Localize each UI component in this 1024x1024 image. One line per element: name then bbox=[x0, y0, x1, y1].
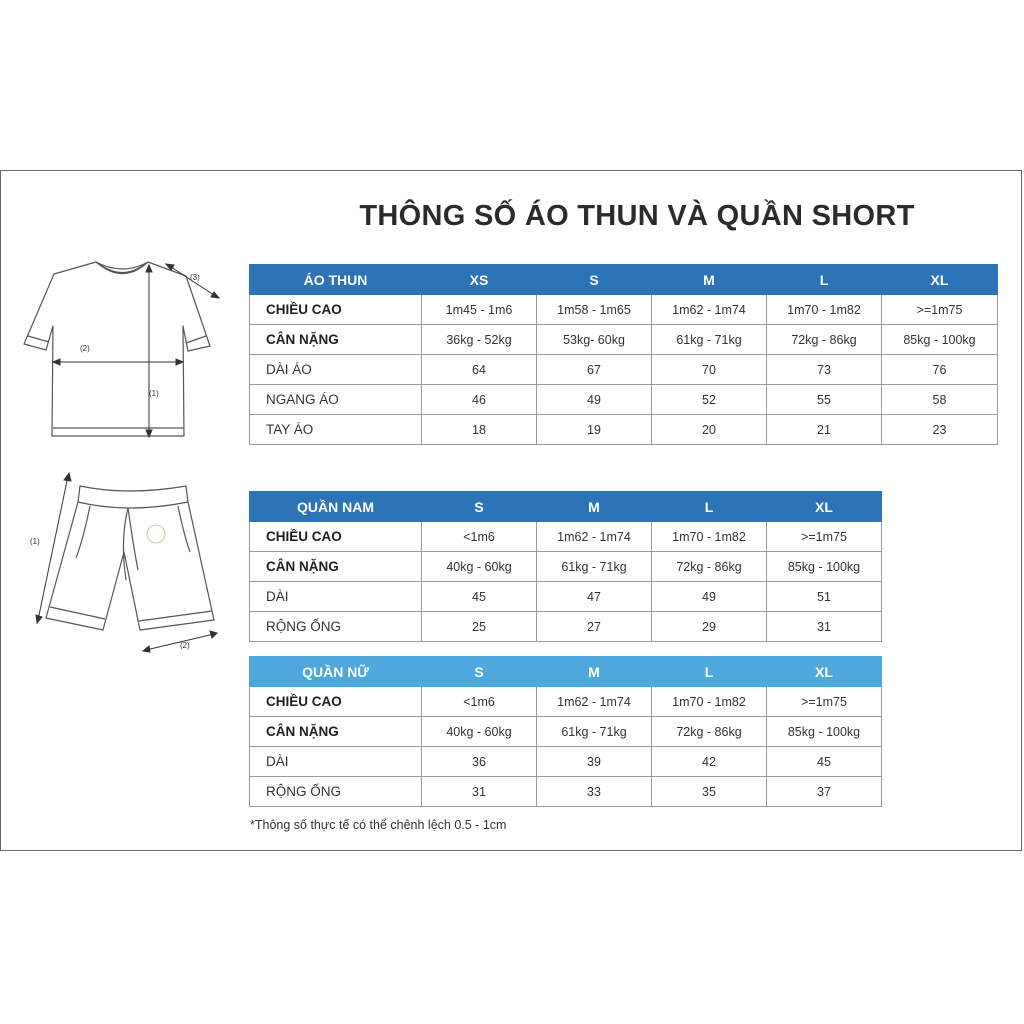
table-cell: 1m45 - 1m6 bbox=[422, 295, 537, 325]
table-cell: 61kg - 71kg bbox=[537, 552, 652, 582]
table-cell: <1m6 bbox=[422, 687, 537, 717]
table-cell: 46 bbox=[422, 385, 537, 415]
table-cell: 1m62 - 1m74 bbox=[537, 687, 652, 717]
table-cell: 55 bbox=[767, 385, 882, 415]
table-cell: 37 bbox=[767, 777, 882, 807]
table-cell: 1m70 - 1m82 bbox=[652, 522, 767, 552]
table-cell: 45 bbox=[422, 582, 537, 612]
row-label: DÀI ÁO bbox=[250, 355, 422, 385]
table-cell: 76 bbox=[882, 355, 998, 385]
row-label: DÀI bbox=[250, 582, 422, 612]
table-row bbox=[250, 385, 998, 415]
table-cell: 58 bbox=[882, 385, 998, 415]
table-cell: <1m6 bbox=[422, 522, 537, 552]
table-cell: 47 bbox=[537, 582, 652, 612]
row-label: CÂN NẶNG bbox=[250, 552, 422, 582]
row-label: CÂN NẶNG bbox=[250, 717, 422, 747]
table-cell: 39 bbox=[537, 747, 652, 777]
table-row bbox=[250, 415, 998, 445]
table-cell: 61kg - 71kg bbox=[652, 325, 767, 355]
table-row bbox=[250, 552, 882, 582]
size-column-header: L bbox=[767, 265, 882, 295]
table-header-row bbox=[250, 492, 882, 522]
table-cell: 21 bbox=[767, 415, 882, 445]
table-cell: 72kg - 86kg bbox=[652, 552, 767, 582]
row-label: DÀI bbox=[250, 747, 422, 777]
table-title-cell: QUẦN NỮ bbox=[250, 657, 422, 687]
table-cell: 1m70 - 1m82 bbox=[767, 295, 882, 325]
size-column-header: XL bbox=[767, 492, 882, 522]
shorts-label-2: (2) bbox=[180, 641, 190, 650]
table-cell: 64 bbox=[422, 355, 537, 385]
quan-nu-size-table bbox=[249, 656, 882, 807]
table-cell: 27 bbox=[537, 612, 652, 642]
row-label: CHIỀU CAO bbox=[250, 295, 422, 325]
table-cell: 40kg - 60kg bbox=[422, 717, 537, 747]
table-cell: 49 bbox=[537, 385, 652, 415]
table-row bbox=[250, 355, 998, 385]
table-cell: 42 bbox=[652, 747, 767, 777]
table-row bbox=[250, 612, 882, 642]
size-column-header: XL bbox=[882, 265, 998, 295]
table-cell: 36kg - 52kg bbox=[422, 325, 537, 355]
table-row bbox=[250, 295, 998, 325]
table-cell: 18 bbox=[422, 415, 537, 445]
row-label: RỘNG ỐNG bbox=[250, 777, 422, 807]
size-column-header: XL bbox=[767, 657, 882, 687]
table-cell: 73 bbox=[767, 355, 882, 385]
table-cell: 40kg - 60kg bbox=[422, 552, 537, 582]
table-title-cell: ÁO THUN bbox=[250, 265, 422, 295]
size-column-header: L bbox=[652, 492, 767, 522]
size-column-header: L bbox=[652, 657, 767, 687]
table-cell: 1m70 - 1m82 bbox=[652, 687, 767, 717]
size-column-header: M bbox=[537, 492, 652, 522]
tshirt-illustration bbox=[18, 250, 228, 445]
table-cell: 25 bbox=[422, 612, 537, 642]
table-cell: >=1m75 bbox=[767, 522, 882, 552]
table-row bbox=[250, 582, 882, 612]
table-cell: >=1m75 bbox=[882, 295, 998, 325]
table-cell: 1m62 - 1m74 bbox=[652, 295, 767, 325]
row-label: NGANG ÁO bbox=[250, 385, 422, 415]
size-column-header: M bbox=[652, 265, 767, 295]
table-cell: 85kg - 100kg bbox=[767, 552, 882, 582]
table-row bbox=[250, 717, 882, 747]
table-cell: 31 bbox=[767, 612, 882, 642]
table-cell: 85kg - 100kg bbox=[882, 325, 998, 355]
table-cell: 31 bbox=[422, 777, 537, 807]
table-cell: 19 bbox=[537, 415, 652, 445]
table-cell: 51 bbox=[767, 582, 882, 612]
table-cell: 72kg - 86kg bbox=[767, 325, 882, 355]
row-label: CHIỀU CAO bbox=[250, 687, 422, 717]
table-row bbox=[250, 522, 882, 552]
size-column-header: XS bbox=[422, 265, 537, 295]
shirt-label-1: (1) bbox=[149, 389, 159, 398]
table-cell: 20 bbox=[652, 415, 767, 445]
table-header-row bbox=[250, 265, 998, 295]
table-row bbox=[250, 325, 998, 355]
table-cell: 23 bbox=[882, 415, 998, 445]
table-row bbox=[250, 687, 882, 717]
table-cell: 70 bbox=[652, 355, 767, 385]
row-label: CHIỀU CAO bbox=[250, 522, 422, 552]
table-header-row bbox=[250, 657, 882, 687]
table-cell: 45 bbox=[767, 747, 882, 777]
row-label: CÂN NẶNG bbox=[250, 325, 422, 355]
size-column-header: S bbox=[422, 492, 537, 522]
table-cell: >=1m75 bbox=[767, 687, 882, 717]
table-cell: 52 bbox=[652, 385, 767, 415]
shorts-label-1: (1) bbox=[30, 537, 40, 546]
table-cell: 1m62 - 1m74 bbox=[537, 522, 652, 552]
table-cell: 29 bbox=[652, 612, 767, 642]
ao-thun-size-table bbox=[249, 264, 998, 445]
table-title-cell: QUẦN NAM bbox=[250, 492, 422, 522]
table-cell: 35 bbox=[652, 777, 767, 807]
table-cell: 1m58 - 1m65 bbox=[537, 295, 652, 325]
table-cell: 85kg - 100kg bbox=[767, 717, 882, 747]
table-cell: 36 bbox=[422, 747, 537, 777]
shorts-illustration bbox=[28, 470, 238, 660]
row-label: RỘNG ỐNG bbox=[250, 612, 422, 642]
table-row bbox=[250, 747, 882, 777]
shirt-label-3: (3) bbox=[190, 273, 200, 282]
table-cell: 72kg - 86kg bbox=[652, 717, 767, 747]
table-cell: 49 bbox=[652, 582, 767, 612]
table-cell: 53kg- 60kg bbox=[537, 325, 652, 355]
table-cell: 33 bbox=[537, 777, 652, 807]
table-cell: 61kg - 71kg bbox=[537, 717, 652, 747]
measurement-note: *Thông số thực tế có thể chênh lệch 0.5 - 1cm bbox=[250, 818, 507, 832]
size-column-header: S bbox=[537, 265, 652, 295]
shirt-label-2: (2) bbox=[80, 344, 90, 353]
quan-nam-size-table bbox=[249, 491, 882, 642]
page-title: THÔNG SỐ ÁO THUN VÀ QUẦN SHORT bbox=[359, 200, 915, 232]
row-label: TAY ÁO bbox=[250, 415, 422, 445]
table-row bbox=[250, 777, 882, 807]
size-column-header: S bbox=[422, 657, 537, 687]
size-column-header: M bbox=[537, 657, 652, 687]
table-cell: 67 bbox=[537, 355, 652, 385]
